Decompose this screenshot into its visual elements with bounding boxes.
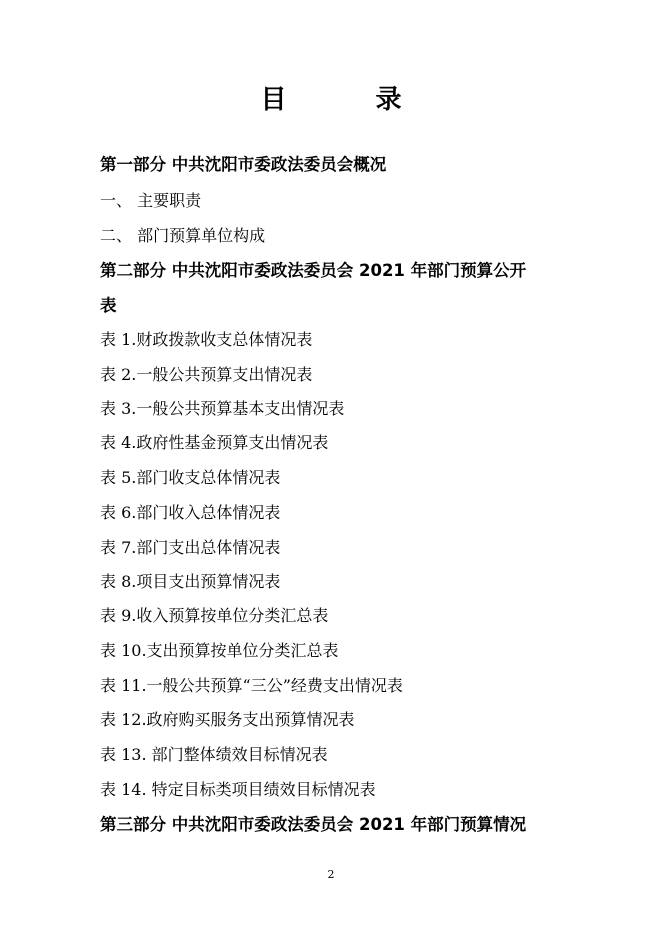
toc-item-unit-composition: 二、 部门预算单位构成 [100,226,266,245]
toc-table-2: 表 2.一般公共预算支出情况表 [100,365,313,384]
toc-table-6: 表 6.部门收入总体情况表 [100,503,281,522]
toc-table-11: 表 11.一般公共预算“三公”经费支出情况表 [100,676,403,695]
toc-table-12: 表 12.政府购买服务支出预算情况表 [100,710,355,729]
toc-table-5: 表 5.部门收支总体情况表 [100,468,281,487]
part2-heading-line2: 表 [100,296,117,315]
page-title: 目 录 [260,85,442,115]
part3-heading: 第三部分 中共沈阳市委政法委员会 2021 年部门预算情况 [100,815,527,834]
part2-heading-line1: 第二部分 中共沈阳市委政法委员会 2021 年部门预算公开 [100,261,527,280]
toc-table-8: 表 8.项目支出预算情况表 [100,572,281,591]
page-number: 2 [327,868,335,881]
toc-table-7: 表 7.部门支出总体情况表 [100,538,281,557]
toc-table-3: 表 3.一般公共预算基本支出情况表 [100,399,345,418]
toc-table-13: 表 13. 部门整体绩效目标情况表 [100,745,328,764]
toc-table-10: 表 10.支出预算按单位分类汇总表 [100,641,339,660]
part1-heading: 第一部分 中共沈阳市委政法委员会概况 [100,155,387,174]
toc-table-14: 表 14. 特定目标类项目绩效目标情况表 [100,780,376,799]
toc-item-main-duties: 一、 主要职责 [100,191,202,210]
toc-table-1: 表 1.财政拨款收支总体情况表 [100,330,313,349]
toc-table-9: 表 9.收入预算按单位分类汇总表 [100,606,329,625]
toc-table-4: 表 4.政府性基金预算支出情况表 [100,433,329,452]
